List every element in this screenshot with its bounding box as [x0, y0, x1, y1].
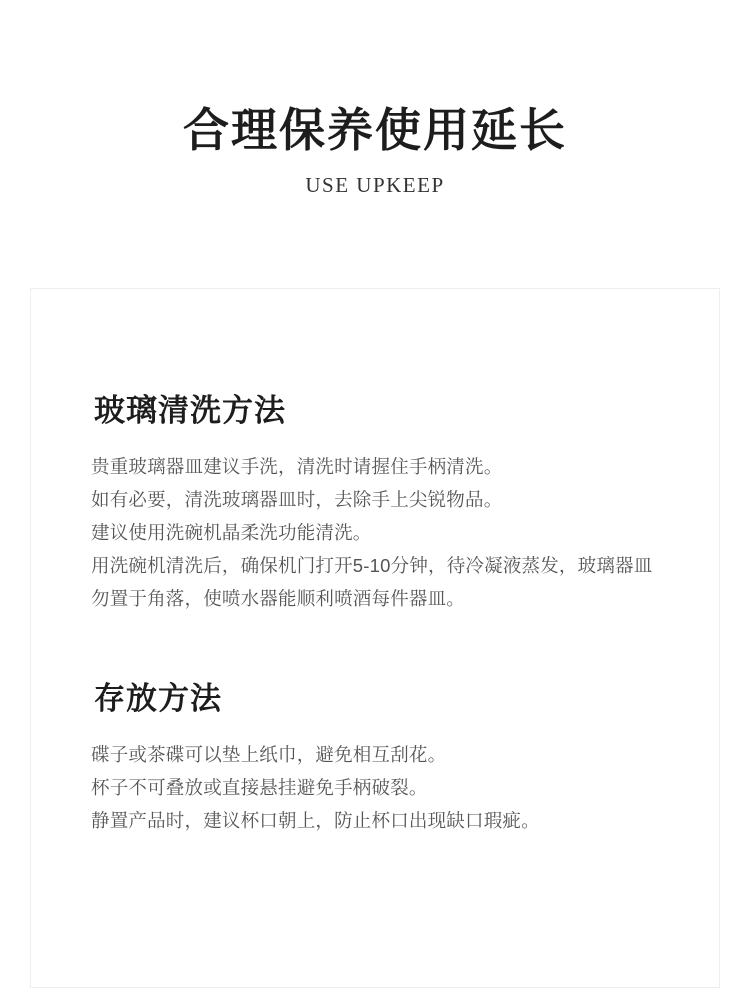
section-storage: [91, 673, 719, 837]
page-title: 合理保养使用延长: [183, 104, 567, 156]
section-cleaning: [91, 385, 719, 615]
body-line: 用洗碗机清洗后，确保机门打开5-10分钟，待冷凝液蒸发，玻璃器皿勿置于角落，使喷水器能顺利喷酒每件器皿。: [91, 555, 653, 609]
body-line: 贵重玻璃器皿建议手洗，清洗时请握住手柄清洗。: [91, 456, 503, 477]
page-subtitle: USE UPKEEP: [305, 172, 445, 197]
section-body-storage: [91, 738, 719, 837]
section-title-storage: 存放方法: [94, 681, 222, 716]
content-panel-inner: [31, 289, 719, 837]
body-line: 如有必要，清洗玻璃器皿时，去除手上尖锐物品。: [91, 489, 503, 510]
page-header: [0, 0, 750, 198]
body-line: 碟子或茶碟可以垫上纸巾，避免相互刮花。: [91, 744, 447, 765]
section-title-cleaning: 玻璃清洗方法: [94, 393, 286, 428]
body-line: 建议使用洗碗机晶柔洗功能清洗。: [91, 522, 372, 543]
content-panel: [30, 288, 720, 988]
section-body-cleaning: [91, 450, 719, 615]
body-line: 杯子不可叠放或直接悬挂避免手柄破裂。: [91, 777, 428, 798]
body-line: 静置产品时，建议杯口朝上，防止杯口出现缺口瑕疵。: [91, 810, 540, 831]
